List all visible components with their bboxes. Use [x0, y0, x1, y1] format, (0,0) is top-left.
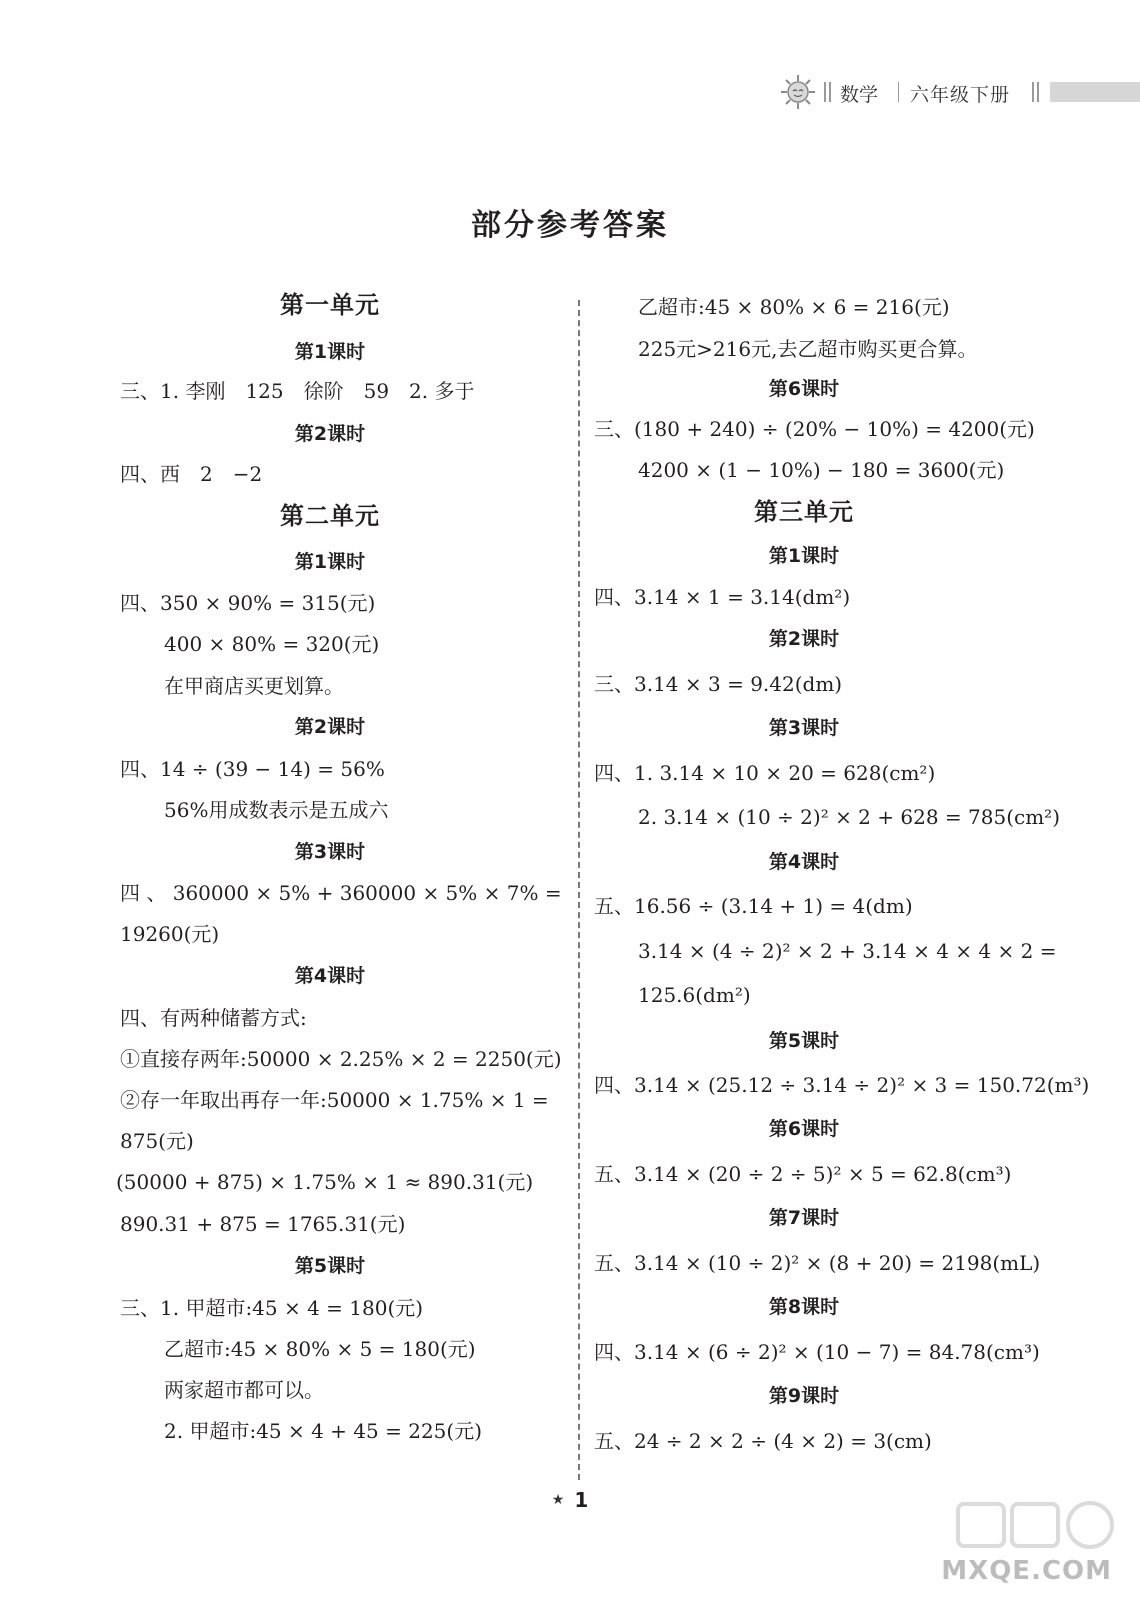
answer-line: 五、3.14 × (20 ÷ 2 ÷ 5)² × 5 = 62.8(cm³) — [594, 1162, 1012, 1186]
header-divider — [1032, 82, 1034, 102]
answer-line: 三、(180 + 240) ÷ (20% − 10%) = 4200(元) — [594, 417, 1035, 441]
unit-heading: 第一单元 — [280, 291, 380, 319]
answer-line: 乙超市:45 × 80% × 6 = 216(元) — [638, 295, 950, 319]
header-divider — [824, 82, 826, 102]
lesson-heading: 第1课时 — [294, 341, 366, 363]
subject-label: 数学 — [840, 84, 879, 106]
unit-heading: 第三单元 — [754, 498, 854, 526]
answer-line: 875(元) — [120, 1129, 194, 1153]
answer-line: 19260(元) — [120, 922, 220, 946]
unit-heading: 第二单元 — [280, 502, 380, 530]
answer-line: 五、24 ÷ 2 × 2 ÷ (4 × 2) = 3(cm) — [594, 1429, 932, 1453]
header-divider — [829, 82, 831, 102]
answer-line: 2. 甲超市:45 × 4 + 45 = 225(元) — [164, 1419, 482, 1443]
answer-line: 3.14 × (4 ÷ 2)² × 2 + 3.14 × 4 × 4 × 2 = — [638, 939, 1057, 963]
answer-line: 两家超市都可以。 — [164, 1378, 324, 1402]
lesson-heading: 第2课时 — [294, 716, 366, 738]
lesson-heading: 第6课时 — [768, 1118, 840, 1140]
answer-line: 4200 × (1 − 10%) − 180 = 3600(元) — [638, 458, 1005, 482]
answer-line: 在甲商店买更划算。 — [164, 674, 344, 698]
answer-line: 三、3.14 × 3 = 9.42(dm) — [594, 672, 843, 696]
answer-line: 五、3.14 × (10 ÷ 2)² × (8 + 20) = 2198(mL) — [594, 1251, 1041, 1275]
header-band — [1050, 82, 1140, 102]
answer-line: 400 × 80% = 320(元) — [164, 632, 380, 656]
answer-line: 四、14 ÷ (39 − 14) = 56% — [120, 757, 385, 781]
answer-line: ②存一年取出再存一年:50000 × 1.75% × 1 = — [120, 1088, 549, 1112]
grade-label: 六年级下册 — [910, 84, 1011, 106]
answer-line: 四、3.14 × 1 = 3.14(dm²) — [594, 585, 851, 609]
header-divider — [1037, 82, 1039, 102]
lesson-heading: 第7课时 — [768, 1207, 840, 1229]
star-icon: ★ — [551, 1492, 565, 1508]
answer-line: 乙超市:45 × 80% × 5 = 180(元) — [164, 1337, 476, 1361]
answer-line: 125.6(dm²) — [638, 983, 751, 1007]
answer-line: (50000 + 875) × 1.75% × 1 ≈ 890.31(元) — [116, 1170, 534, 1194]
lesson-heading: 第3课时 — [294, 841, 366, 863]
answer-line: 三、1. 甲超市:45 × 4 = 180(元) — [120, 1296, 424, 1320]
lesson-heading: 第5课时 — [768, 1030, 840, 1052]
lesson-heading: 第4课时 — [294, 965, 366, 987]
answer-line: ①直接存两年:50000 × 2.25% × 2 = 2250(元) — [120, 1047, 562, 1071]
answer-line: 四、西 2 −2 — [120, 462, 263, 486]
column-divider — [578, 300, 580, 1480]
answer-line: 四、3.14 × (25.12 ÷ 3.14 ÷ 2)² × 3 = 150.72(m³) — [594, 1073, 1090, 1097]
lesson-heading: 第6课时 — [768, 378, 840, 400]
answer-line: 56%用成数表示是五成六 — [164, 798, 389, 822]
answer-line: 五、16.56 ÷ (3.14 + 1) = 4(dm) — [594, 894, 913, 918]
lesson-heading: 第1课时 — [294, 551, 366, 573]
lesson-heading: 第2课时 — [768, 628, 840, 650]
answer-line: 三、1. 李刚 125 徐阶 59 2. 多于 — [120, 379, 475, 403]
answer-line: 890.31 + 875 = 1765.31(元) — [120, 1212, 406, 1236]
page-header — [780, 72, 1140, 112]
answer-line: 四、3.14 × (6 ÷ 2)² × (10 − 7) = 84.78(cm³) — [594, 1340, 1040, 1364]
answer-line: 225元>216元,去乙超市购买更合算。 — [638, 337, 978, 361]
answer-line: 2. 3.14 × (10 ÷ 2)² × 2 + 628 = 785(cm²) — [638, 805, 1060, 829]
lesson-heading: 第9课时 — [768, 1385, 840, 1407]
lesson-heading: 第5课时 — [294, 1255, 366, 1277]
lesson-heading: 第1课时 — [768, 545, 840, 567]
answer-line: 四、350 × 90% = 315(元) — [120, 591, 376, 615]
lesson-heading: 第3课时 — [768, 717, 840, 739]
answer-line: 四、有两种储蓄方式: — [120, 1006, 307, 1030]
lesson-heading: 第8课时 — [768, 1296, 840, 1318]
lesson-heading: 第2课时 — [294, 423, 366, 445]
header-divider — [898, 82, 899, 102]
page-title: 部分参考答案 — [471, 208, 669, 243]
answer-line: 四、1. 3.14 × 10 × 20 = 628(cm²) — [594, 761, 936, 785]
page-number: 1 — [574, 1488, 589, 1512]
answer-line: 四 、 360000 × 5% + 360000 × 5% × 7% = — [120, 881, 562, 905]
watermark-text: MXQE.COM — [941, 1556, 1112, 1586]
sun-logo-icon — [780, 74, 816, 110]
lesson-heading: 第4课时 — [768, 851, 840, 873]
